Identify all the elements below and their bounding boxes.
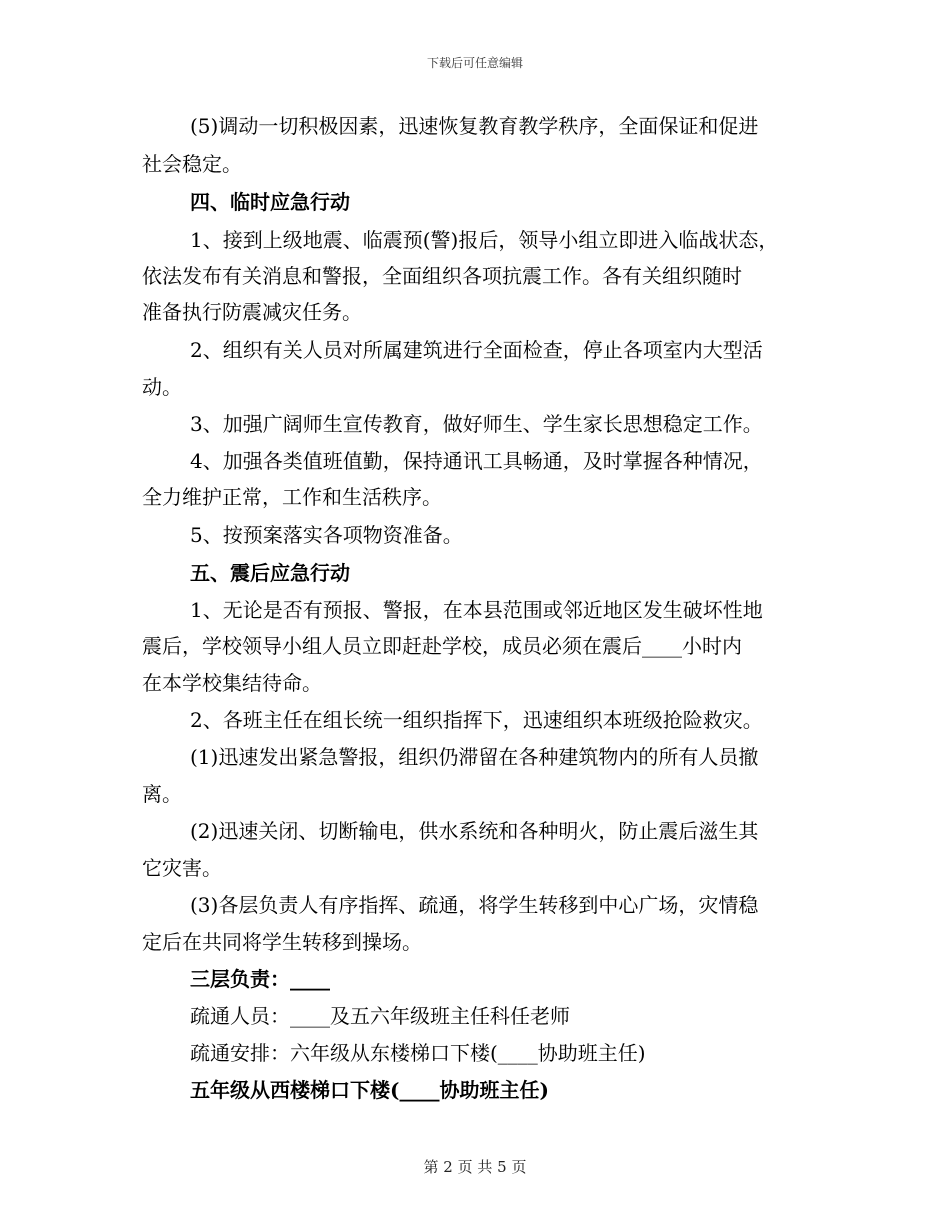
paragraph-line: 4、加强各类值班值勤，保持通讯工具畅通，及时掌握各种情况， — [190, 449, 763, 473]
paragraph-line: 离。 — [142, 782, 182, 806]
paragraph-line: (1)迅速发出紧急警报，组织仍滞留在各种建筑物内的所有人员撤 — [190, 745, 759, 769]
paragraph-line: 2、组织有关人员对所属建筑进行全面检查，停止各项室内大型活 — [190, 338, 763, 362]
page-number: 第 2 页 共 5 页 — [423, 1158, 527, 1176]
paragraph-line: 它灾害。 — [142, 856, 222, 880]
page-header: 下载后可任意编辑 — [426, 56, 523, 70]
section-heading: 四、临时应急行动 — [190, 190, 350, 214]
paragraph-line: 动。 — [142, 375, 182, 399]
paragraph-line: 定后在共同将学生转移到操场。 — [142, 930, 422, 954]
paragraph-line: 准备执行防震减灾任务。 — [142, 300, 362, 324]
paragraph-line: 震后，学校领导小组人员立即赶赴学校，成员必须在震后____小时内 — [142, 634, 742, 658]
paragraph-line: (5)调动一切积极因素，迅速恢复教育教学秩序，全面保证和促进 — [190, 114, 759, 138]
paragraph-line: 疏通人员：____及五六年级班主任科任老师 — [190, 1004, 570, 1028]
section-heading: 三层负责：____ — [190, 967, 330, 991]
paragraph-line: 五年级从西楼梯口下楼(____协助班主任) — [190, 1078, 549, 1102]
paragraph-line: 社会稳定。 — [142, 152, 242, 176]
paragraph-line: 5、按预案落实各项物资准备。 — [190, 523, 463, 547]
paragraph-line: (3)各层负责人有序指挥、疏通，将学生转移到中心广场，灾情稳 — [190, 893, 759, 917]
paragraph-line: 全力维护正常，工作和生活秩序。 — [142, 485, 442, 509]
paragraph-line: 疏通安排：六年级从东楼梯口下楼(____协助班主任) — [190, 1041, 646, 1065]
paragraph-line: 在本学校集结待命。 — [142, 671, 322, 695]
paragraph-line: 2、各班主任在组长统一组织指挥下，迅速组织本班级抢险救灾。 — [190, 708, 763, 732]
paragraph-line: (2)迅速关闭、切断输电，供水系统和各种明火，防止震后滋生其 — [190, 819, 759, 843]
section-heading: 五、震后应急行动 — [190, 561, 350, 585]
paragraph-line: 1、无论是否有预报、警报，在本县范围或邻近地区发生破坏性地 — [190, 598, 763, 622]
paragraph-line: 1、接到上级地震、临震预(警)报后，领导小组立即进入临战状态， — [190, 228, 779, 252]
paragraph-line: 依法发布有关消息和警报，全面组织各项抗震工作。各有关组织随时 — [142, 264, 742, 288]
paragraph-line: 3、加强广阔师生宣传教育，做好师生、学生家长思想稳定工作。 — [190, 412, 763, 436]
